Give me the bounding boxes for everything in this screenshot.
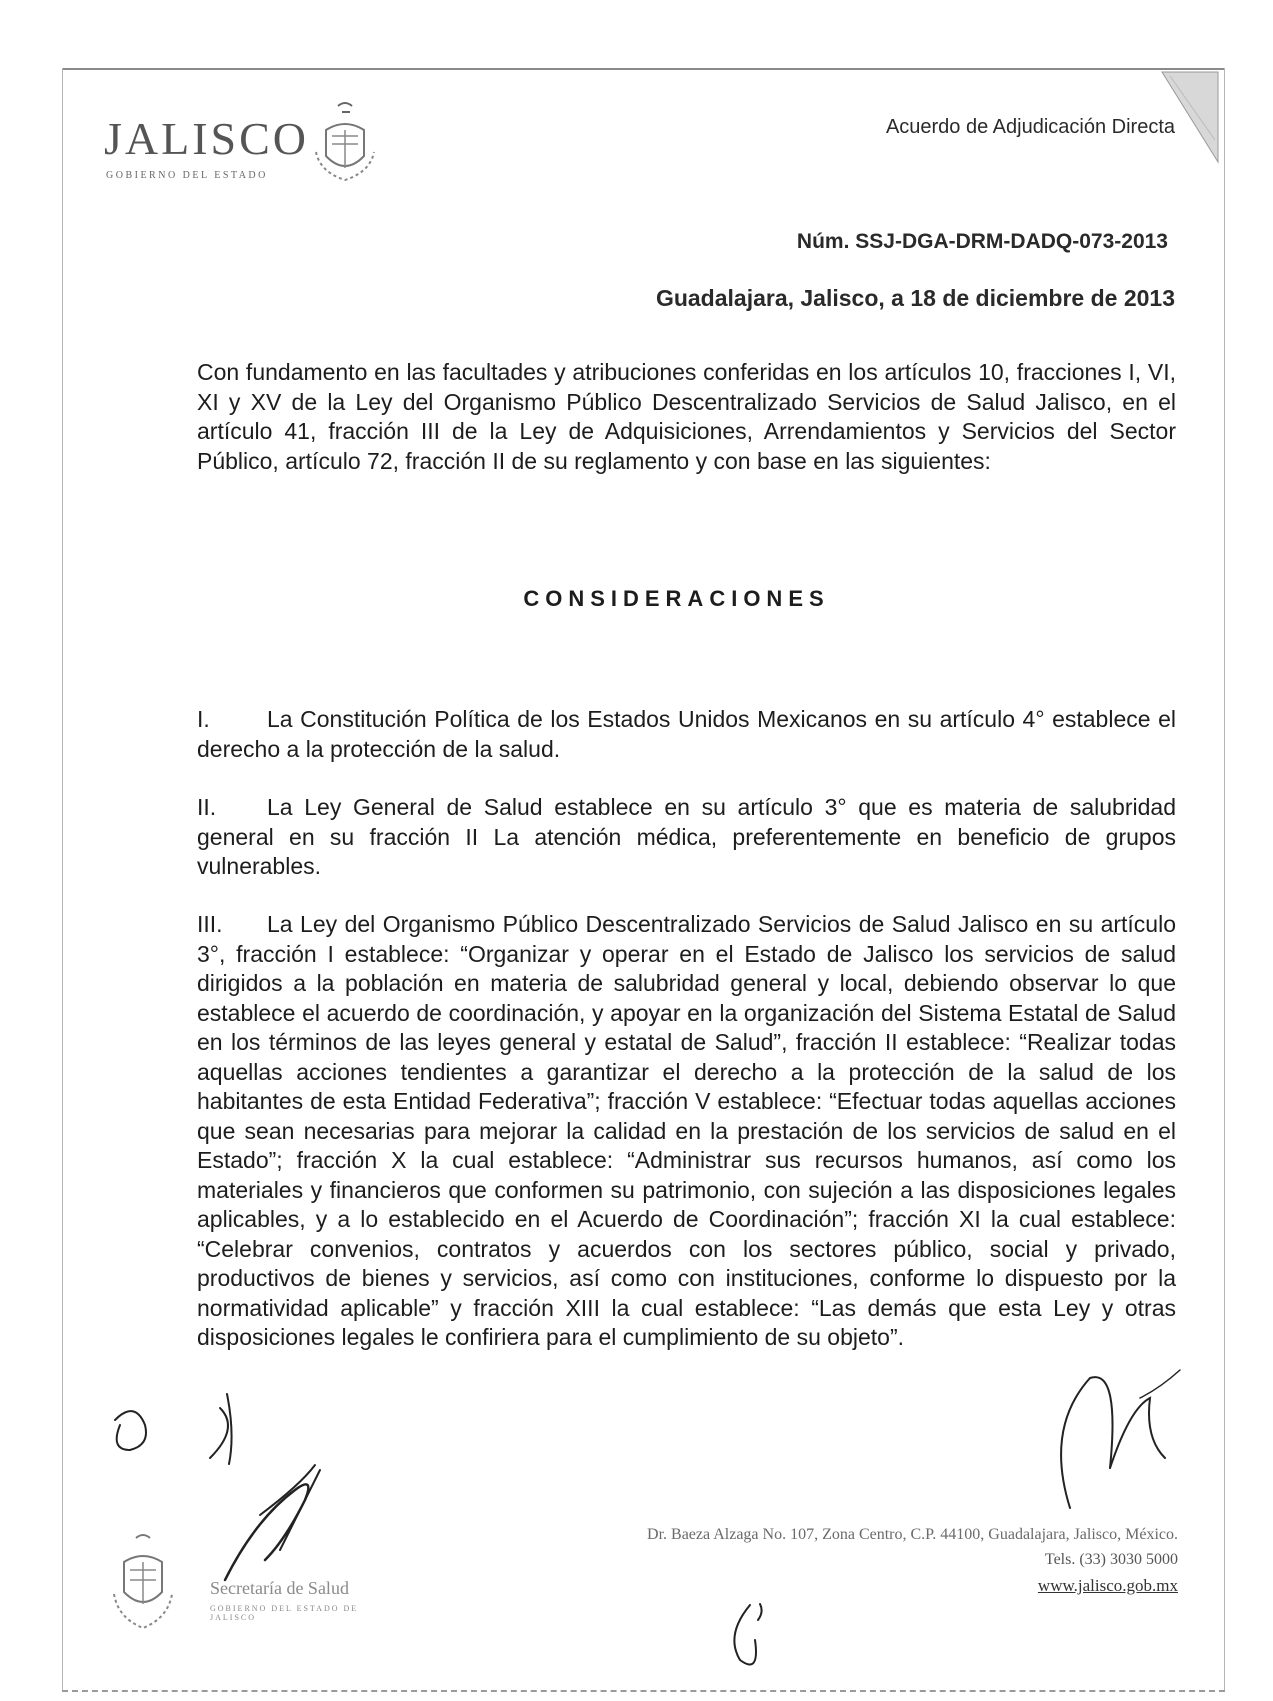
- page-border-top: [62, 68, 1225, 70]
- consideration-text: La Constitución Política de los Estados Unidos Mexicanos en su artículo 4° establece el derecho a la protección de la salud.: [197, 706, 1176, 762]
- document-type-title: Acuerdo de Adjudicación Directa: [885, 116, 1175, 138]
- consideration-2: [197, 793, 1176, 882]
- footer-phone: Tels. (33) 3030 5000: [1044, 1551, 1178, 1568]
- secretaria-logo-subtitle: GOBIERNO DEL ESTADO DE JALISCO: [210, 1604, 359, 1622]
- page-border-right: [1224, 68, 1225, 1690]
- page-border-bottom: [62, 1690, 1225, 1692]
- footer-website-link[interactable]: www.jalisco.gob.mx: [1037, 1576, 1178, 1595]
- document-date: Guadalajara, Jalisco, a 18 de diciembre de 2013: [655, 285, 1175, 311]
- consideration-numeral: I.: [197, 706, 210, 732]
- intro-paragraph: Con fundamento en las facultades y atribuciones conferidas en los artículos 10, fracciones I, VI, XI y XV de la Ley del Organismo Público Descentralizado Servicios de Salud Jalisco, en el artículo 41, fracción III de la Ley de Adquisiciones, Arrendamientos y Servicios del Sector Público, artículo 72, fracción II de su reglamento y con base en las siguientes:: [197, 359, 1176, 474]
- consideration-1: [197, 705, 1176, 764]
- logo-subtitle: GOBIERNO DEL ESTADO: [106, 170, 268, 181]
- jalisco-logo: [104, 100, 384, 190]
- logo-wordmark: JALISCO: [104, 113, 310, 164]
- footer-address: Dr. Baeza Alzaga No. 107, Zona Centro, C.P. 44100, Guadalajara, Jalisco, México.: [647, 1526, 1178, 1543]
- document-number: Núm. SSJ-DGA-DRM-DADQ-073-2013: [796, 230, 1168, 253]
- consideration-numeral: II.: [197, 794, 217, 820]
- secretaria-salud-logo: [108, 1532, 388, 1642]
- consideration-numeral: III.: [197, 911, 223, 937]
- small-initial-mark: [720, 1600, 780, 1680]
- coat-of-arms-icon: [312, 100, 378, 190]
- page-border-left: [62, 68, 63, 1690]
- consideration-text: La Ley del Organismo Público Descentralizado Servicios de Salud Jalisco en su artículo 3°, fracción I establece: “Organizar y operar en el Estado de Jalisco los servicios de salud dirigidos a la población en materia de salubridad general y local, debiendo observar lo que establece el acuerdo de coordinación, y apoyar en la organización del Sistema Estatal de Salud en los términos de las leyes general y estatal de Salud”, fracción II establece: “Realizar todas aquellas acciones tendientes a garantizar el derecho a la protección de la salud de los habitantes de esta Entidad Federativa”; fracción V establece: “Efectuar todas aquellas acciones que sean necesarias para mejorar la calidad en la prestación de los servicios de salud en el Estado”; fracción X la cual establece: “Administrar sus recursos humanos, así como los materiales y financieros que conformen su patrimonio, con sujeción a las disposiciones legales aplicables, y a lo establecido en el Acuerdo de Coordinación”; fracción XI la cual establece: “Celebrar convenios, contratos y acuerdos con los sectores público, social y privado, productivos de bienes y servicios, así como con instituciones, conforme lo dispuesto por la normatividad aplicable” y fracción XIII la cual establece: “Las demás que esta Ley y otras disposiciones legales le confiriera para el cumplimiento de su objeto”.: [197, 911, 1176, 1350]
- section-title: CONSIDERACIONES: [523, 586, 830, 611]
- consideration-text: La Ley General de Salud establece en su artículo 3° que es materia de salubridad general en su fracción II La atención médica, preferentemente en beneficio de grupos vulnerables.: [197, 794, 1176, 879]
- official-signature-right: [1040, 1368, 1190, 1513]
- secretaria-logo-text: Secretaría de Salud: [210, 1578, 349, 1598]
- coat-of-arms-icon: [108, 1532, 178, 1642]
- consideration-3: [197, 910, 1176, 1353]
